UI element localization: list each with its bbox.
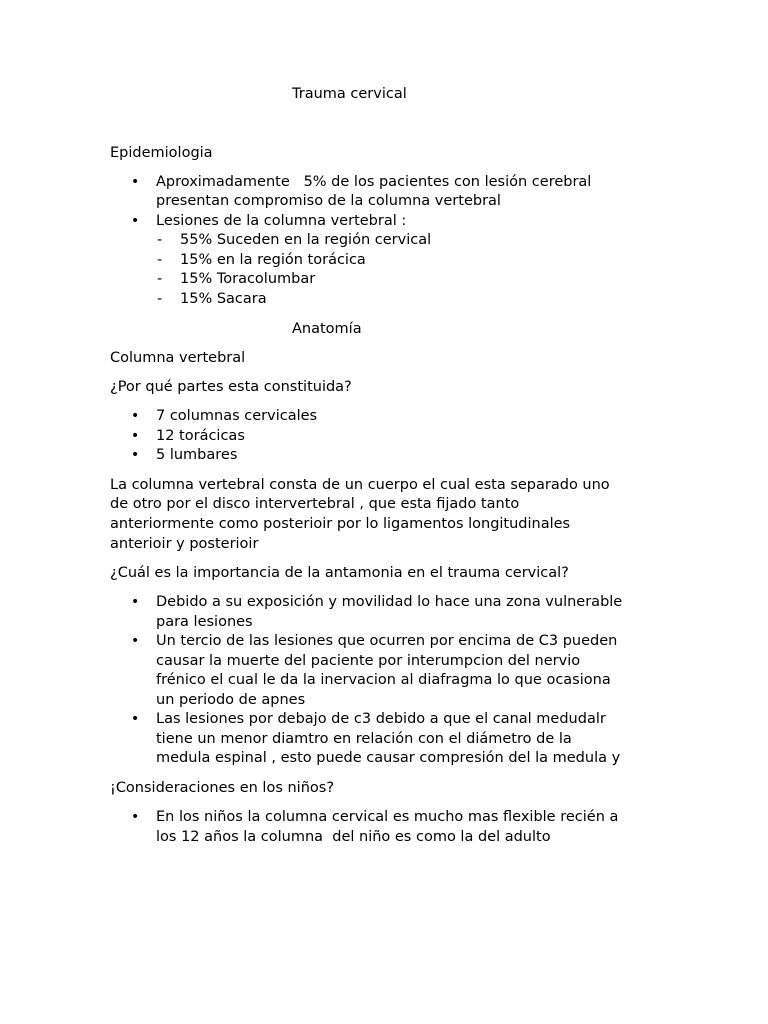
list-item: Lesiones de la columna vertebral : xyxy=(156,213,407,229)
list-item: 7 columnas cervicales xyxy=(156,408,318,424)
section-heading-anatomy: Anatomía xyxy=(292,321,362,337)
list-item: Un tercio de las lesiones que ocurren por encima de C3 pueden xyxy=(156,633,618,649)
paragraph-line: de otro por el disco intervertebral , que esta fijado tanto xyxy=(110,496,520,512)
bullet-marker: • xyxy=(131,809,140,825)
paragraph-line: anterioir y posterioir xyxy=(110,536,259,552)
list-item-continuation: tiene un menor diamtro en relación con el diámetro de la xyxy=(156,731,572,747)
list-item-continuation: un periodo de apnes xyxy=(156,692,306,708)
question-line: ¿Por qué partes esta constituida? xyxy=(110,379,352,395)
list-item: Aproximadamente 5% de los pacientes con lesión cerebral xyxy=(156,174,592,190)
list-item: En los niños la columna cervical es mucho mas flexible recién a xyxy=(156,809,619,825)
list-item-continuation: los 12 años la columna del niño es como la del adulto xyxy=(156,829,551,845)
bullet-marker: • xyxy=(131,594,140,610)
bullet-marker: • xyxy=(131,213,140,229)
list-item-continuation: presentan compromiso de la columna vertebral xyxy=(156,193,501,209)
list-item: 5 lumbares xyxy=(156,447,238,463)
sub-list-item: 15% Toracolumbar xyxy=(180,271,316,287)
bullet-marker: • xyxy=(131,711,140,727)
bullet-marker: • xyxy=(131,633,140,649)
dash-marker: - xyxy=(157,271,163,287)
section-heading-epidemiology: Epidemiologia xyxy=(110,145,213,161)
dash-marker: - xyxy=(157,232,163,248)
sub-list-item: 15% en la región torácica xyxy=(180,252,366,268)
list-item: Las lesiones por debajo de c3 debido a que el canal medudalr xyxy=(156,711,606,727)
list-item: Debido a su exposición y movilidad lo hace una zona vulnerable xyxy=(156,594,623,610)
subheading: Columna vertebral xyxy=(110,350,246,366)
bullet-marker: • xyxy=(131,174,140,190)
bullet-marker: • xyxy=(131,408,140,424)
bullet-marker: • xyxy=(131,447,140,463)
sub-list-item: 15% Sacara xyxy=(180,291,267,307)
sub-list-item: 55% Suceden en la región cervical xyxy=(180,232,432,248)
bullet-marker: • xyxy=(131,428,140,444)
list-item: 12 torácicas xyxy=(156,428,245,444)
dash-marker: - xyxy=(157,291,163,307)
paragraph-line: La columna vertebral consta de un cuerpo el cual esta separado uno xyxy=(110,477,610,493)
list-item-continuation: medula espinal , esto puede causar compresión del la medula y xyxy=(156,750,621,766)
question-line: ¿Cuál es la importancia de la antamonia en el trauma cervical? xyxy=(110,565,569,581)
document-title: Trauma cervical xyxy=(292,86,407,102)
question-line: ¡Consideraciones en los niños? xyxy=(110,780,335,796)
dash-marker: - xyxy=(157,252,163,268)
list-item-continuation: para lesiones xyxy=(156,614,253,630)
list-item-continuation: frénico el cual le da la inervacion al diafragma lo que ocasiona xyxy=(156,672,611,688)
paragraph-line: anteriormente como posterioir por lo ligamentos longitudinales xyxy=(110,516,571,532)
list-item-continuation: causar la muerte del paciente por interumpcion del nervio xyxy=(156,653,581,669)
